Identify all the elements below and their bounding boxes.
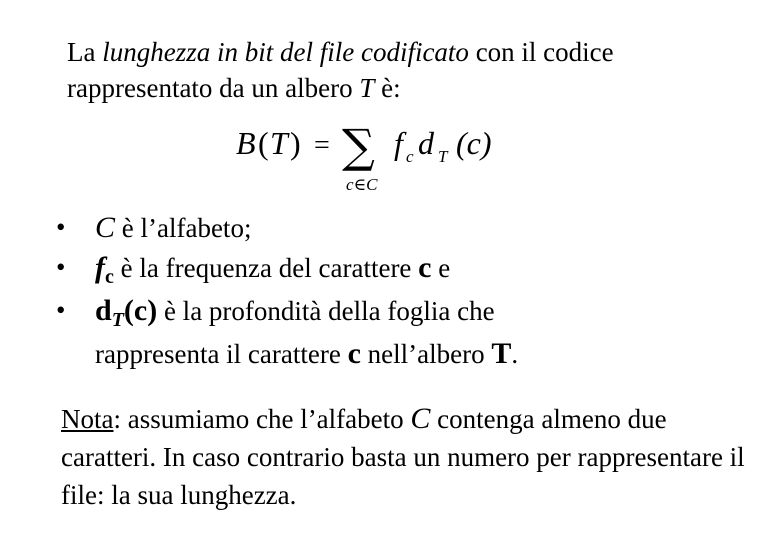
symbol-T-cont: T (491, 337, 512, 370)
intro-paragraph (67, 34, 747, 106)
note-paragraph (61, 400, 761, 514)
bullet-text: è la profondità della foglia che (157, 296, 495, 326)
note-symbol-C: C (410, 402, 431, 435)
symbol-c-cont: c (347, 337, 361, 370)
symbol-f: f (95, 251, 105, 284)
cont-text: rappresenta il carattere (95, 339, 348, 369)
bullet-dot: • (56, 295, 66, 325)
definitions-list (56, 208, 756, 374)
formula-T: T (270, 125, 288, 161)
symbol-f-sub: c (105, 266, 114, 288)
formula-sum-symbol: ∑ (342, 119, 375, 173)
bullet-text-end: e (431, 253, 451, 283)
symbol-d-arg: (c) (123, 294, 158, 327)
intro-middle: con il codice rappresentato da un albero (67, 37, 614, 103)
formula-paren-close: ) (290, 125, 301, 161)
formula-f: f (394, 125, 403, 161)
symbol-d-sub: T (111, 309, 124, 331)
formula-d-sub: T (438, 147, 448, 166)
formula-B: B (236, 125, 256, 161)
intro-tree-symbol: T (359, 73, 375, 103)
intro-emphasis: lunghezza in bit del file codificato (102, 37, 469, 67)
bullet-frequency (56, 248, 756, 291)
formula-arg: (c) (456, 125, 492, 161)
cont-end: . (511, 339, 519, 369)
length-formula (234, 114, 534, 198)
bullet-dot: • (56, 252, 66, 282)
bullet-dot: • (56, 212, 66, 242)
formula-equals: = (314, 130, 330, 161)
formula-paren-open: ( (258, 125, 269, 161)
note-after-label: : assumiamo che l’alfabeto (113, 404, 411, 434)
bullet-text: è la frequenza del carattere (113, 253, 419, 283)
intro-suffix: è: (374, 73, 401, 103)
cont-text-2: nell’albero (360, 339, 492, 369)
bullet-text: è l’alfabeto; (115, 213, 252, 243)
bullet-alphabet (56, 208, 756, 248)
bullet-depth-continuation (56, 334, 756, 374)
symbol-c: c (418, 251, 432, 284)
bullet-depth (56, 291, 756, 334)
formula-sum-index: c∈C (346, 175, 378, 194)
symbol-C: C (95, 211, 116, 244)
intro-prefix: La (67, 37, 103, 67)
note-rest: contenga almeno due caratteri. In caso contrario basta un numero per rappresentare il file: la sua lunghezza. (61, 404, 745, 510)
note-label: Nota (61, 404, 114, 434)
formula-d: d (418, 125, 434, 161)
formula-f-sub: c (406, 147, 414, 166)
symbol-d: d (95, 294, 112, 327)
